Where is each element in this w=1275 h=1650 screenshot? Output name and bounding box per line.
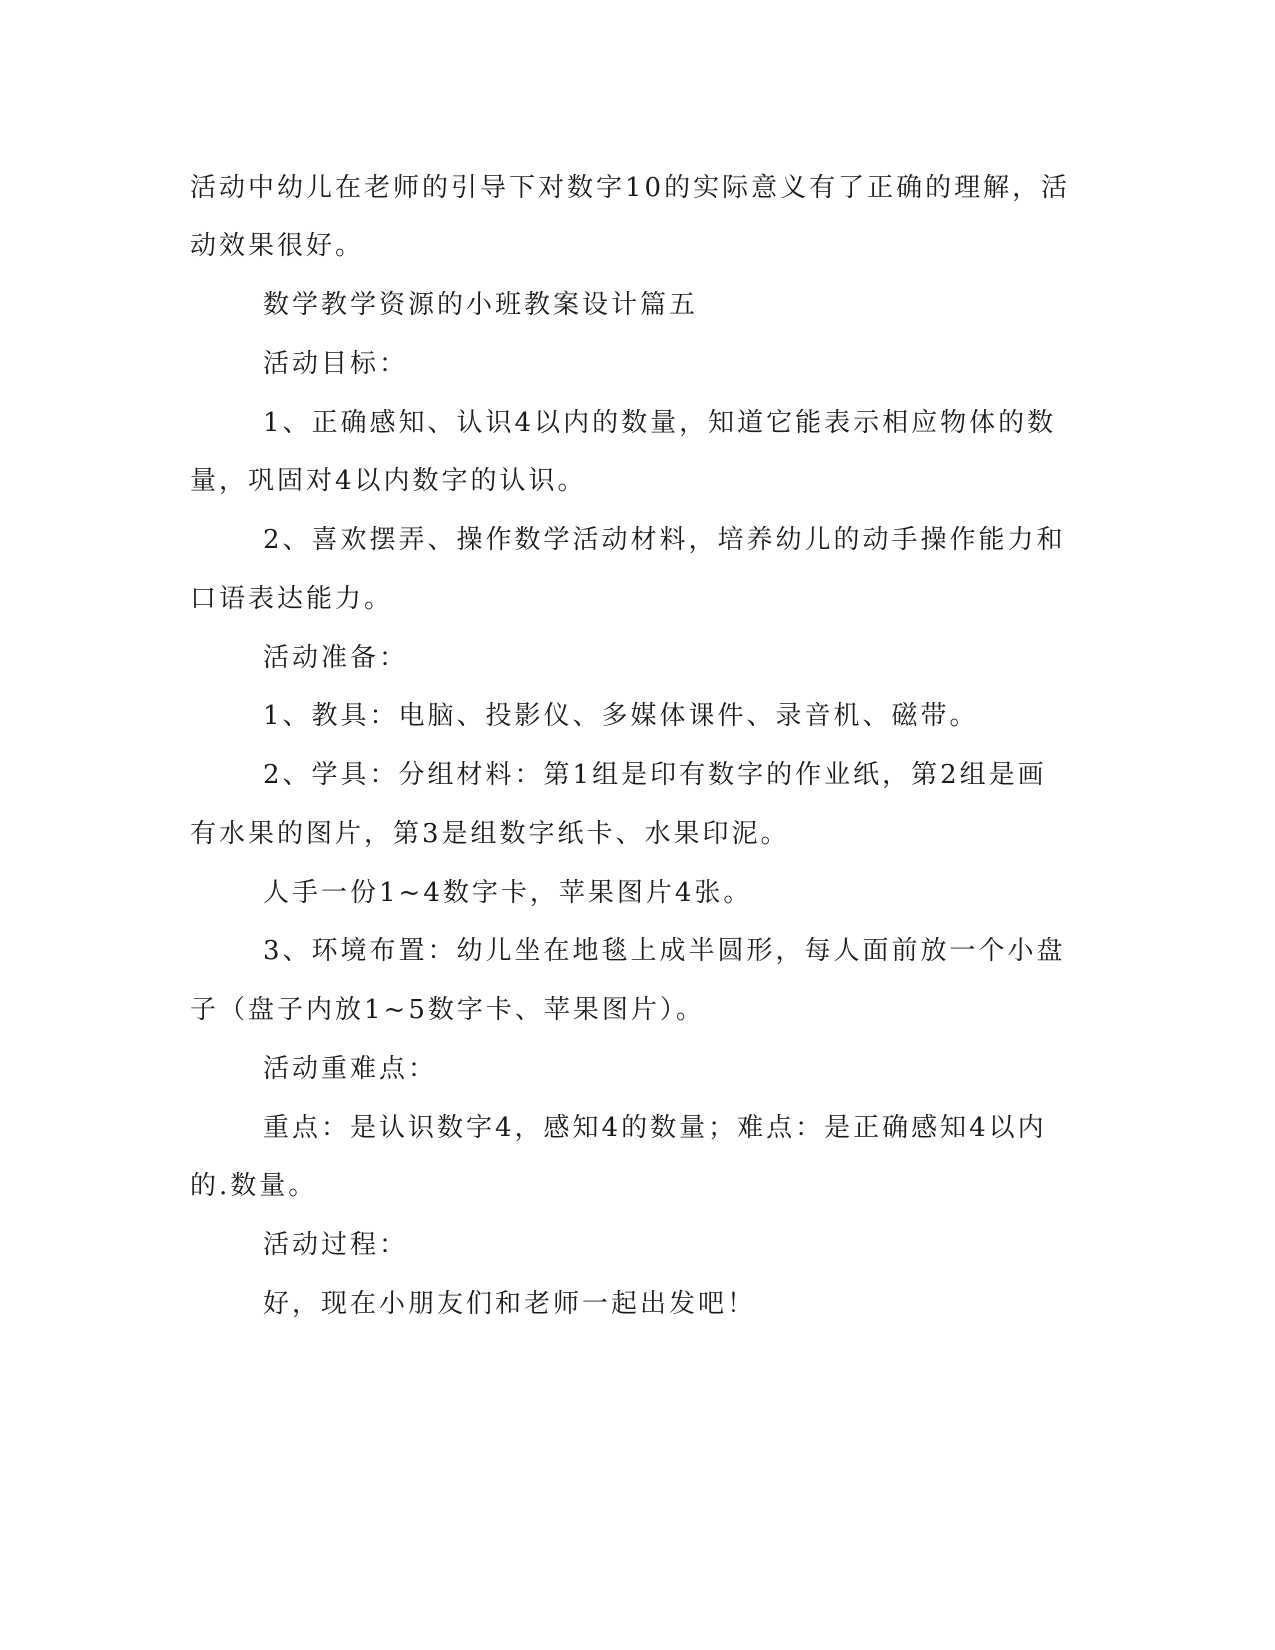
paragraph-line: 好，现在小朋友们和老师一起出发吧！ (263, 1289, 757, 1319)
paragraph-line: 重点：是认识数字4，感知4的数量；难点：是正确感知4以内 (263, 1113, 1047, 1143)
section-heading: 活动目标： (263, 349, 409, 379)
section-title: 数学教学资源的小班教案设计篇五 (263, 290, 699, 320)
paragraph-line: 有水果的图片，第3是组数字纸卡、水果印泥。 (190, 819, 790, 849)
paragraph-line: 人手一份1~4数字卡，苹果图片4张。 (263, 878, 753, 908)
paragraph-line: 的.数量。 (190, 1171, 318, 1201)
section-heading: 活动准备： (263, 643, 409, 673)
section-heading: 活动重难点： (263, 1054, 438, 1084)
paragraph-line: 2、学具：分组材料：第1组是印有数字的作业纸，第2组是画 (263, 760, 1047, 790)
section-heading: 活动过程： (263, 1230, 409, 1260)
paragraph-line: 2、喜欢摆弄、操作数学活动材料，培养幼儿的动手操作能力和 (263, 525, 1066, 555)
paragraph-line: 1、正确感知、认识4以内的数量，知道它能表示相应物体的数 (263, 408, 1057, 438)
paragraph-line: 动效果很好。 (190, 231, 365, 261)
paragraph-line: 量，巩固对4以内数字的认识。 (190, 466, 587, 496)
paragraph-line: 子（盘子内放1~5数字卡、苹果图片）。 (190, 995, 705, 1025)
paragraph-line: 口语表达能力。 (190, 584, 394, 614)
paragraph-line: 3、环境布置：幼儿坐在地毯上成半圆形，每人面前放一个小盘 (263, 936, 1066, 966)
paragraph-line: 1、教具：电脑、投影仪、多媒体课件、录音机、磁带。 (263, 701, 979, 731)
paragraph-line: 活动中幼儿在老师的引导下对数字10的实际意义有了正确的理解，活 (190, 173, 1071, 203)
